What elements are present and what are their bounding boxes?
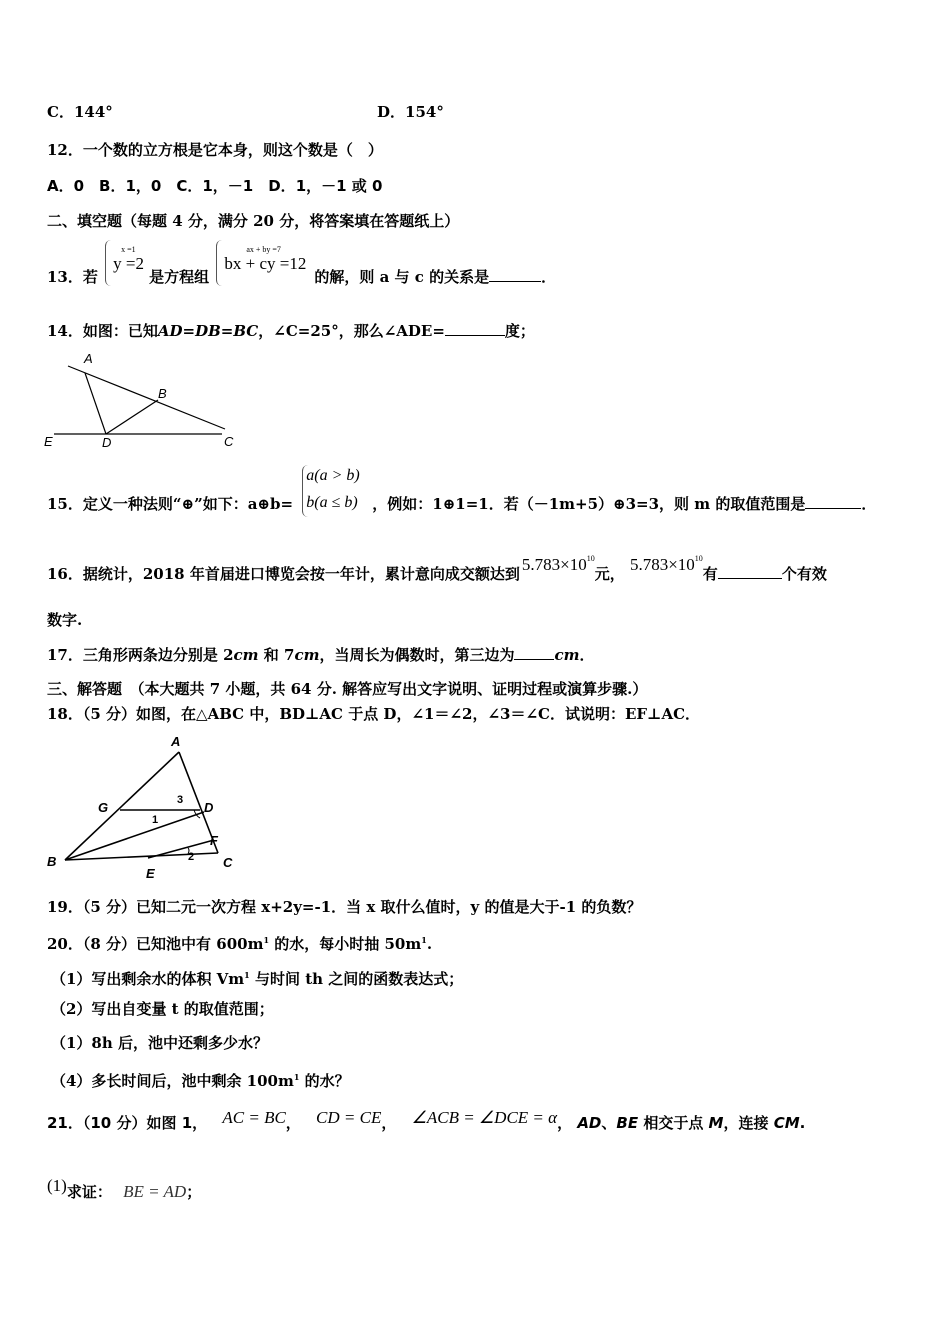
answer-blank[interactable]: [805, 508, 861, 509]
answer-blank[interactable]: [718, 578, 782, 579]
brace-symbol: [216, 240, 223, 286]
q17: 17．三角形两条边分别是 2cm 和 7cm，当周长为偶数时，第三边为 cm．: [47, 646, 595, 664]
q20-part2: （2）写出自变量 t 的取值范围；: [51, 1000, 274, 1018]
q20: 20．（8 分）已知池中有 $600m^1$ 的水，每小时抽 $50m^1$.: [47, 935, 433, 953]
point-d-label: D: [102, 435, 112, 450]
q20-part3: （1）8h 后，池中还剩多少水？: [51, 1034, 269, 1052]
angle-2-label: 2: [188, 851, 195, 863]
point-a-label: A: [171, 734, 181, 749]
point-e-label: E: [146, 866, 155, 881]
angle-3-label: 3: [177, 794, 184, 806]
q18: 18．（5 分）如图，在△ABC 中，BD⊥AC 于点 D，∠1＝∠2，∠3＝∠C．试说明：EF⊥AC．: [47, 705, 701, 723]
q13: 13．若 x =1 y =2 是方程组 ax + by =7 bx + cy =12 的解，则 a 与 c 的关系是 ．: [47, 262, 556, 287]
q11-option-d: D．154°: [377, 103, 444, 121]
point-g-label: G: [98, 800, 109, 815]
point-a-label: A: [84, 351, 93, 366]
point-e-label: E: [44, 434, 53, 449]
q20-part4: （4）多长时间后，池中剩余 $100m^1$ 的水？: [51, 1072, 350, 1090]
point-f-label: F: [210, 833, 218, 848]
section-fill-in: 二、填空题（每题 4 分，满分 20 分，将答案填在答题纸上）: [47, 212, 460, 230]
point-d-label: D: [204, 800, 214, 815]
q14: 14．如图：已知AD=DB=BC，∠C=25°，那么∠ADE= 度；: [47, 322, 535, 340]
q16: 16．据统计，2018 年首届进口博览会按一年计，累计意向成交额达到 $5.783\times 10^{10}$元， $5.783\times 10^{10}$有 个有效: [47, 554, 827, 583]
q12-options: A．0 B．1，0 C．1，－1 D．1，－1 或 0: [47, 177, 383, 195]
q16-continued: 数字.: [47, 611, 83, 629]
point-c-label: C: [223, 855, 233, 870]
q21: 21．（10 分）如图 1， AC = BC， CD = CE， ∠ACB = ∠DCE = α， AD、BE 相交于点 M，连接 CM.: [47, 1108, 806, 1132]
point-b-label: B: [47, 854, 57, 869]
q19: 19．（5 分）已知二元一次方程 x+2y=-1．当 x 取什么值时，y 的值是大于-1 的负数？: [47, 898, 642, 916]
q20-part1: （1）写出剩余水的体积 Vm$^1$ 与时间 th 之间的函数表达式；: [51, 970, 464, 988]
answer-blank[interactable]: [489, 281, 541, 282]
answer-blank[interactable]: [514, 659, 554, 660]
q12-stem: 12．一个数的立方根是它本身，则这个数是（ ）: [47, 141, 383, 159]
q21-part1: (1)求证： BE = AD；: [47, 1176, 202, 1201]
angle-1-label: 1: [152, 814, 159, 826]
q18-figure: [42, 732, 247, 882]
q14-figure: [40, 345, 250, 451]
brace-symbol: [105, 240, 112, 286]
answer-blank[interactable]: [445, 335, 505, 336]
q15: 15．定义一种法则“⊕”如下：a⊕b= a(a > b) b(a ≤ b) ，例如：1⊕1=1．若（－1m+5）⊕3=3，则 m 的取值范围是 ．: [47, 489, 876, 514]
point-b-label: B: [158, 386, 167, 401]
q11-option-c: C．144°: [47, 103, 113, 121]
section-solve: 三、解答题 （本大题共 7 小题，共 64 分. 解答应写出文字说明、证明过程或演算步骤.）: [47, 680, 648, 698]
point-c-label: C: [224, 434, 234, 449]
